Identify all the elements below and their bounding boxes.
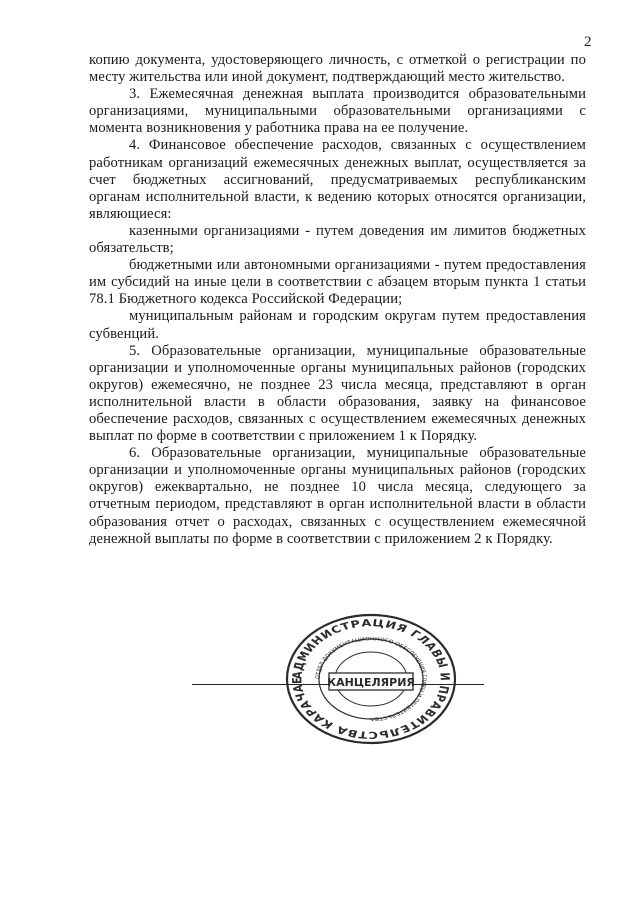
paragraph-item-6: 6. Образовательные организации, муниципальные образовательные организации и уполномоченные органы муниципальных районов (городских округов) ежеквартально, не позднее 10 числа месяца, следующего за отчетным периодом, представляют в орган исполнительной власти в области образования отчет о расходах, связанных с осуществлением ежемесячной денежной выплаты по форме в соответствии с приложением 2 к Порядку. bbox=[89, 445, 586, 547]
paragraph-item-4: 4. Финансовое обеспечение расходов, связанных с осуществлением работникам организаций ежемесячных денежных выплат, осуществляется за счет бюджетных ассигнований, предусматриваемых республиканским органам исполнительной власти, к ведению которых относятся организации, являющиеся: bbox=[89, 137, 586, 222]
paragraph-subitem-municipal: муниципальным районам и городским округам путем предоставления субвенций. bbox=[89, 308, 586, 342]
paragraph-subitem-budgetnye: бюджетными или автономными организациями - путем предоставления им субсидий на иные цели в соответствии с абзацем вторым пункта 1 статьи 78.1 Бюджетного кодекса Российской Федерации; bbox=[89, 257, 586, 308]
paragraph-subitem-kazennye: казенными организациями - путем доведения им лимитов бюджетных обязательств; bbox=[89, 222, 586, 257]
document-body bbox=[89, 52, 586, 548]
stamp-inner-text: ОТДЕЛ ДОКУМЕНТАЦИОННОГО ОБЕСПЕЧЕНИЯ ГЛАВЫ И ПРАВИТЕЛЬСТВА bbox=[315, 636, 427, 722]
office-stamp bbox=[283, 611, 459, 748]
page-number: 2 bbox=[584, 34, 592, 50]
paragraph-item-5: 5. Образовательные организации, муниципальные образовательные организации и уполномоченные органы муниципальных районов (городских округов) ежемесячно, не позднее 23 числа месяца, представляют в орган исполнительной власти в области образования, заявку на финансовое обеспечение расходов, связанных с осуществлением ежемесячных денежных выплат по форме в соответствии с приложением 1 к Порядку. bbox=[89, 342, 586, 445]
paragraph-continuation: копию документа, удостоверяющего личность, с отметкой о регистрации по месту жительства или иной документ, подтверждающий место жительство. bbox=[89, 52, 586, 86]
paragraph-item-3: 3. Ежемесячная денежная выплата производится образовательными организациями, муниципальными образовательными организациями с момента возникновения у работника права на ее получение. bbox=[89, 86, 586, 137]
stamp-outer-text: АДМИНИСТРАЦИЯ ГЛАВЫ И ПРАВИТЕЛЬСТВА КАРАЧАЕ bbox=[288, 616, 454, 742]
stamp-center-label: КАНЦЕЛЯРИЯ bbox=[327, 676, 415, 689]
